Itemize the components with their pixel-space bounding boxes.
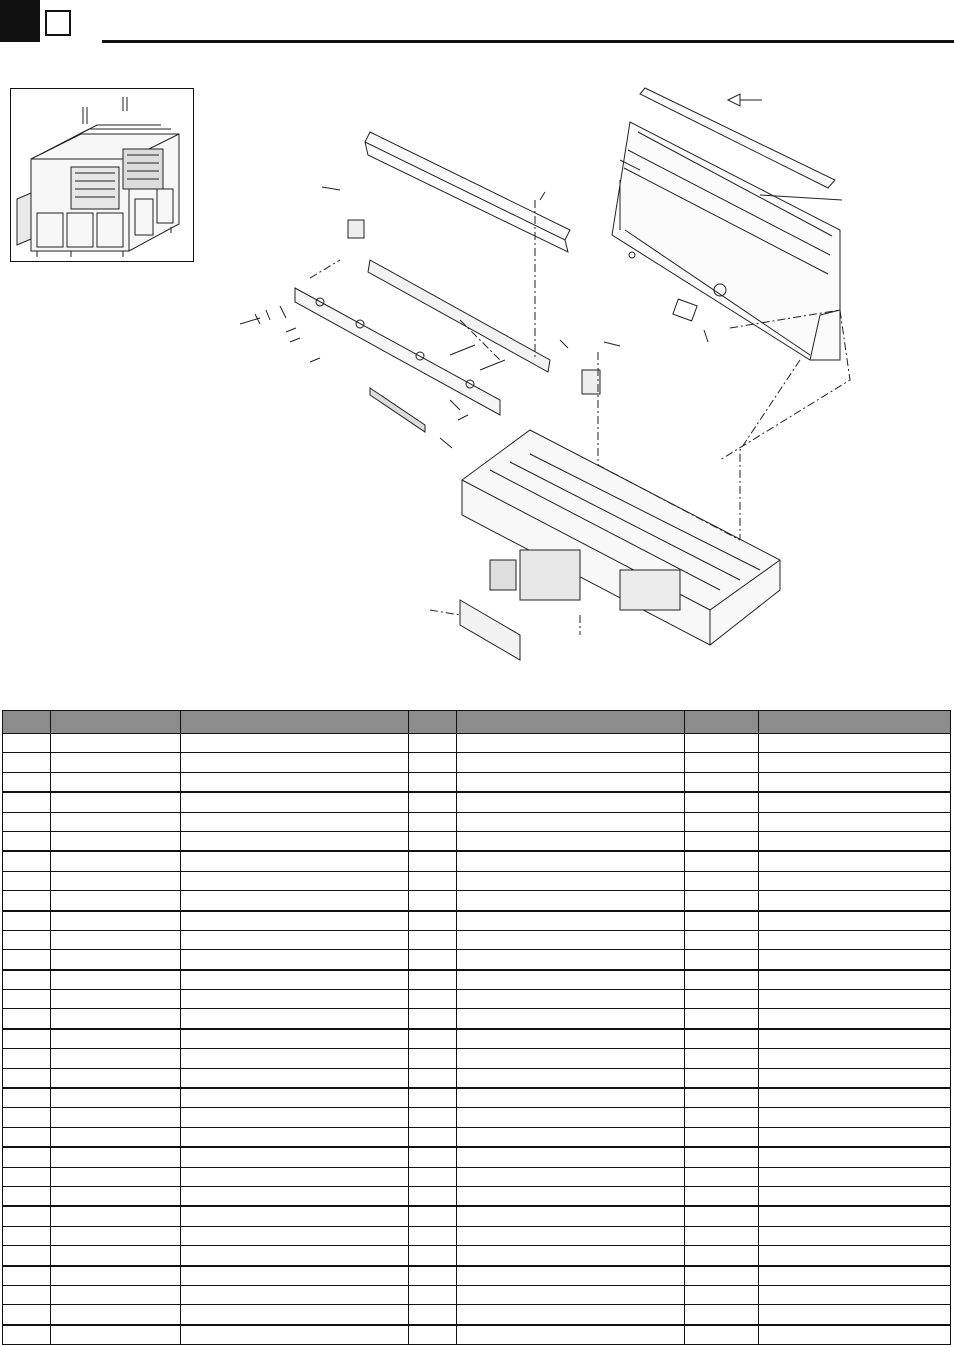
cell-qty [409, 1266, 457, 1286]
cell-description [181, 1186, 409, 1206]
cell-part-number [51, 871, 181, 890]
cell-qty [409, 812, 457, 831]
cell-part-number [51, 1226, 181, 1245]
cell-remarks [759, 1167, 951, 1186]
cell-description [181, 950, 409, 970]
table-row [3, 1186, 951, 1206]
cell-description [181, 1226, 409, 1245]
cell-part-number [51, 1206, 181, 1226]
cell-part-number [51, 1186, 181, 1206]
cell-description [181, 1206, 409, 1226]
cell-code [685, 970, 759, 990]
cell-part-number [51, 1305, 181, 1325]
table-row [3, 1167, 951, 1186]
cell-qty [409, 831, 457, 851]
cell-description [181, 970, 409, 990]
cell-remarks [759, 1049, 951, 1068]
cell-description [181, 1285, 409, 1304]
cell-qty [409, 1147, 457, 1167]
cell-no [3, 871, 51, 890]
cell-qty [409, 1009, 457, 1029]
col-header-code [685, 711, 759, 734]
cell-description [181, 911, 409, 931]
cell-qty [409, 990, 457, 1009]
cell-code [685, 1285, 759, 1304]
cell-specification [457, 1226, 685, 1245]
cell-part-number [51, 1127, 181, 1147]
cell-code [685, 1029, 759, 1049]
cell-specification [457, 1305, 685, 1325]
cell-no [3, 1266, 51, 1286]
cell-specification [457, 753, 685, 772]
col-header-no [3, 711, 51, 734]
cell-code [685, 734, 759, 753]
cell-part-number [51, 950, 181, 970]
cell-specification [457, 1167, 685, 1186]
cell-specification [457, 930, 685, 949]
cell-no [3, 1068, 51, 1088]
table-row [3, 734, 951, 753]
cell-qty [409, 851, 457, 871]
cell-qty [409, 1068, 457, 1088]
cell-code [685, 1266, 759, 1286]
cell-description [181, 1088, 409, 1108]
cell-code [685, 1127, 759, 1147]
table-row [3, 990, 951, 1009]
cell-part-number [51, 1088, 181, 1108]
cell-qty [409, 970, 457, 990]
cell-specification [457, 1186, 685, 1206]
cell-part-number [51, 930, 181, 949]
cell-specification [457, 1108, 685, 1127]
cell-code [685, 930, 759, 949]
cell-specification [457, 891, 685, 911]
cell-specification [457, 1088, 685, 1108]
cell-code [685, 950, 759, 970]
cell-remarks [759, 831, 951, 851]
table-row [3, 950, 951, 970]
cell-qty [409, 1108, 457, 1127]
cell-specification [457, 1325, 685, 1345]
cell-code [685, 812, 759, 831]
cell-no [3, 734, 51, 753]
table-row [3, 930, 951, 949]
parts-table-header [3, 711, 951, 734]
cell-no [3, 1108, 51, 1127]
header-rule [102, 40, 954, 43]
table-row [3, 891, 951, 911]
cell-remarks [759, 1186, 951, 1206]
cell-specification [457, 1127, 685, 1147]
cell-remarks [759, 812, 951, 831]
col-header-description [181, 711, 409, 734]
cell-no [3, 1127, 51, 1147]
cell-description [181, 871, 409, 890]
cell-remarks [759, 871, 951, 890]
cell-remarks [759, 950, 951, 970]
table-row [3, 1068, 951, 1088]
cell-remarks [759, 891, 951, 911]
cell-qty [409, 1246, 457, 1266]
table-row [3, 1266, 951, 1286]
cell-part-number [51, 1029, 181, 1049]
cell-remarks [759, 1088, 951, 1108]
cell-remarks [759, 1029, 951, 1049]
cell-code [685, 1167, 759, 1186]
cell-description [181, 1029, 409, 1049]
cell-remarks [759, 990, 951, 1009]
table-row [3, 831, 951, 851]
cell-specification [457, 831, 685, 851]
cell-qty [409, 734, 457, 753]
cell-description [181, 1167, 409, 1186]
cell-description [181, 930, 409, 949]
cell-remarks [759, 1009, 951, 1029]
cell-code [685, 1186, 759, 1206]
cell-qty [409, 1029, 457, 1049]
cell-no [3, 1167, 51, 1186]
exploded-assembly-drawing [200, 70, 954, 670]
table-row [3, 753, 951, 772]
cell-no [3, 792, 51, 812]
cell-qty [409, 1226, 457, 1245]
cell-description [181, 1246, 409, 1266]
cell-qty [409, 871, 457, 890]
cell-no [3, 1206, 51, 1226]
cell-part-number [51, 1068, 181, 1088]
cell-no [3, 1325, 51, 1345]
cell-description [181, 851, 409, 871]
cell-code [685, 1206, 759, 1226]
table-row [3, 851, 951, 871]
cell-part-number [51, 1147, 181, 1167]
cell-qty [409, 1127, 457, 1147]
cell-code [685, 1049, 759, 1068]
table-row [3, 1246, 951, 1266]
cell-description [181, 1305, 409, 1325]
cell-description [181, 1108, 409, 1127]
cell-no [3, 1147, 51, 1167]
cell-part-number [51, 1285, 181, 1304]
cell-remarks [759, 1246, 951, 1266]
cell-qty [409, 930, 457, 949]
cell-description [181, 1068, 409, 1088]
cell-qty [409, 772, 457, 792]
cell-code [685, 1325, 759, 1345]
cell-no [3, 891, 51, 911]
table-row [3, 1009, 951, 1029]
cell-remarks [759, 1305, 951, 1325]
cell-specification [457, 1029, 685, 1049]
cell-qty [409, 1206, 457, 1226]
cell-description [181, 734, 409, 753]
cell-description [181, 812, 409, 831]
cell-qty [409, 1049, 457, 1068]
cell-specification [457, 871, 685, 890]
cell-remarks [759, 911, 951, 931]
cell-remarks [759, 734, 951, 753]
cell-description [181, 831, 409, 851]
cell-qty [409, 1325, 457, 1345]
cell-code [685, 1305, 759, 1325]
cell-no [3, 772, 51, 792]
cell-specification [457, 851, 685, 871]
cell-part-number [51, 1246, 181, 1266]
table-row [3, 792, 951, 812]
cell-part-number [51, 970, 181, 990]
cell-qty [409, 792, 457, 812]
cell-remarks [759, 772, 951, 792]
col-header-qty [409, 711, 457, 734]
table-row [3, 1305, 951, 1325]
cell-remarks [759, 792, 951, 812]
cell-no [3, 990, 51, 1009]
cell-remarks [759, 930, 951, 949]
cell-part-number [51, 831, 181, 851]
parts-table-body [3, 734, 951, 1345]
cell-part-number [51, 1167, 181, 1186]
cell-specification [457, 812, 685, 831]
table-row [3, 1206, 951, 1226]
cell-specification [457, 911, 685, 931]
table-row [3, 871, 951, 890]
cell-specification [457, 1285, 685, 1304]
cell-specification [457, 1049, 685, 1068]
cell-no [3, 1305, 51, 1325]
machine-overview-drawing [11, 89, 195, 263]
cell-no [3, 1186, 51, 1206]
cell-no [3, 1029, 51, 1049]
table-row [3, 1049, 951, 1068]
section-tab-marker [0, 0, 40, 42]
parts-list-table [2, 710, 951, 1345]
cell-part-number [51, 1108, 181, 1127]
cell-no [3, 1009, 51, 1029]
cell-code [685, 851, 759, 871]
cell-qty [409, 911, 457, 931]
cell-no [3, 1088, 51, 1108]
cell-description [181, 1325, 409, 1345]
cell-qty [409, 1167, 457, 1186]
cell-qty [409, 753, 457, 772]
cell-qty [409, 1088, 457, 1108]
cell-no [3, 911, 51, 931]
cell-remarks [759, 1285, 951, 1304]
cell-part-number [51, 851, 181, 871]
table-row [3, 1088, 951, 1108]
cell-no [3, 851, 51, 871]
cell-description [181, 772, 409, 792]
cell-remarks [759, 851, 951, 871]
col-header-part-number [51, 711, 181, 734]
cell-code [685, 1068, 759, 1088]
cell-remarks [759, 1226, 951, 1245]
cell-code [685, 1147, 759, 1167]
cell-description [181, 1266, 409, 1286]
table-row [3, 812, 951, 831]
cell-part-number [51, 812, 181, 831]
cell-description [181, 753, 409, 772]
cell-specification [457, 772, 685, 792]
cell-part-number [51, 1009, 181, 1029]
cell-no [3, 1246, 51, 1266]
table-row [3, 772, 951, 792]
cell-code [685, 911, 759, 931]
cell-part-number [51, 891, 181, 911]
cell-specification [457, 1009, 685, 1029]
cell-description [181, 891, 409, 911]
cell-no [3, 753, 51, 772]
table-row [3, 1108, 951, 1127]
cell-no [3, 930, 51, 949]
cell-qty [409, 1186, 457, 1206]
cell-specification [457, 1246, 685, 1266]
cell-code [685, 871, 759, 890]
cell-part-number [51, 772, 181, 792]
cell-part-number [51, 1325, 181, 1345]
cell-description [181, 1147, 409, 1167]
table-row [3, 1285, 951, 1304]
cell-description [181, 1049, 409, 1068]
cell-specification [457, 990, 685, 1009]
cell-remarks [759, 1108, 951, 1127]
cell-remarks [759, 1266, 951, 1286]
table-row [3, 1147, 951, 1167]
cell-code [685, 891, 759, 911]
cell-remarks [759, 1127, 951, 1147]
cell-part-number [51, 753, 181, 772]
cell-remarks [759, 1147, 951, 1167]
cell-no [3, 950, 51, 970]
cell-code [685, 990, 759, 1009]
cell-code [685, 753, 759, 772]
cell-qty [409, 950, 457, 970]
cell-code [685, 772, 759, 792]
col-header-specification [457, 711, 685, 734]
table-row [3, 1325, 951, 1345]
cell-no [3, 970, 51, 990]
table-row [3, 911, 951, 931]
cell-remarks [759, 970, 951, 990]
cell-no [3, 831, 51, 851]
cell-description [181, 990, 409, 1009]
cell-remarks [759, 1068, 951, 1088]
cell-specification [457, 1206, 685, 1226]
cell-code [685, 1009, 759, 1029]
cell-qty [409, 891, 457, 911]
cell-part-number [51, 990, 181, 1009]
cell-remarks [759, 1325, 951, 1345]
cell-no [3, 1049, 51, 1068]
cell-code [685, 792, 759, 812]
cell-qty [409, 1305, 457, 1325]
section-number-box [45, 10, 71, 36]
cell-specification [457, 1147, 685, 1167]
cell-specification [457, 970, 685, 990]
cell-specification [457, 950, 685, 970]
cell-code [685, 1246, 759, 1266]
cell-no [3, 812, 51, 831]
table-row [3, 970, 951, 990]
cell-part-number [51, 792, 181, 812]
machine-overview-thumbnail [10, 88, 194, 262]
table-row [3, 1226, 951, 1245]
cell-qty [409, 1285, 457, 1304]
cell-no [3, 1285, 51, 1304]
cell-code [685, 1088, 759, 1108]
cell-description [181, 1009, 409, 1029]
cell-code [685, 1226, 759, 1245]
cell-code [685, 1108, 759, 1127]
cell-description [181, 1127, 409, 1147]
cell-part-number [51, 1266, 181, 1286]
cell-specification [457, 734, 685, 753]
cell-part-number [51, 911, 181, 931]
table-row [3, 1127, 951, 1147]
cell-specification [457, 1068, 685, 1088]
cell-part-number [51, 1049, 181, 1068]
cell-code [685, 831, 759, 851]
cell-description [181, 792, 409, 812]
cell-specification [457, 792, 685, 812]
col-header-remarks [759, 711, 951, 734]
cell-remarks [759, 753, 951, 772]
cell-remarks [759, 1206, 951, 1226]
cell-part-number [51, 734, 181, 753]
table-row [3, 1029, 951, 1049]
cell-specification [457, 1266, 685, 1286]
exploded-assembly-diagram [200, 70, 954, 670]
cell-no [3, 1226, 51, 1245]
